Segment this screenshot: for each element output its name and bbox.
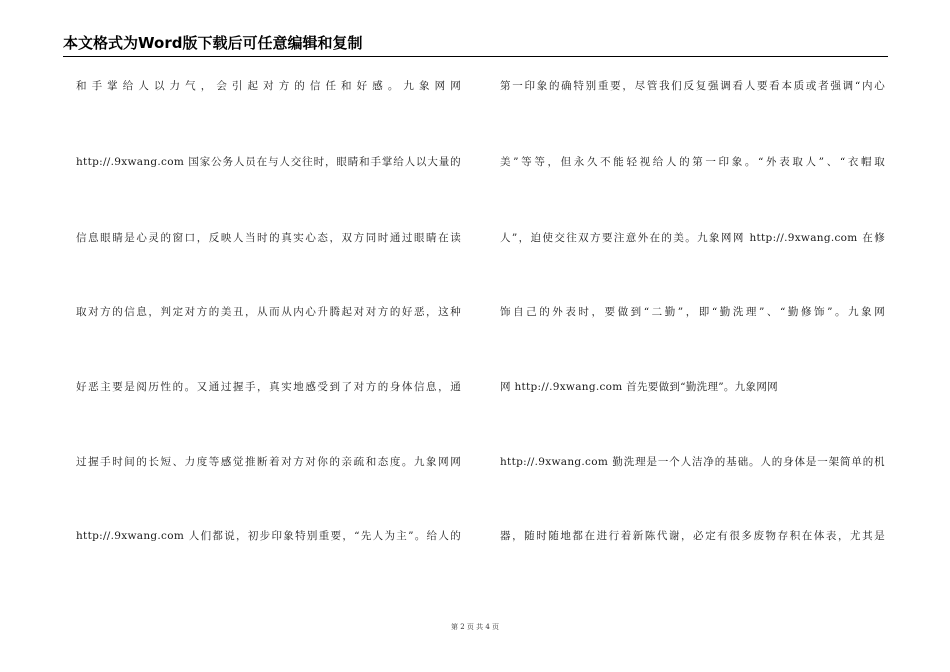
text-line: http://.9xwang.com 国家公务人员在与人交往时，眼睛和手掌给人以大量的 bbox=[76, 156, 461, 168]
text-line: http://.9xwang.com 勤洗理是一个人洁净的基础。人的身体是一架简单的机 bbox=[500, 456, 885, 468]
text-line: 好恶主要是阅历性的。又通过握手，真实地感受到了对方的身体信息，通 bbox=[76, 381, 461, 393]
text-line: 美”等等，但永久不能轻视给人的第一印象。“外表取人”、“衣帽取 bbox=[500, 156, 885, 168]
left-column bbox=[76, 0, 461, 560]
text-line: 人”，迫使交往双方要注意外在的美。九象网网 http://.9xwang.com 在修 bbox=[500, 232, 885, 244]
text-line: 过握手时间的长短、力度等感觉推断着对方对你的亲疏和态度。九象网网 bbox=[76, 456, 461, 468]
text-line: http://.9xwang.com 人们都说，初步印象特别重要，“先人为主”。给人的 bbox=[76, 530, 461, 542]
header-title: 本文格式为Word版下载后可任意编辑和复制 bbox=[63, 34, 363, 52]
text-line: 取对方的信息，判定对方的美丑，从而从内心升腾起对对方的好恶，这种 bbox=[76, 306, 461, 318]
text-line: 饰自己的外表时，要做到“二勤”，即“勤洗理”、“勤修饰”。九象网 bbox=[500, 306, 885, 318]
right-column bbox=[500, 0, 885, 560]
text-line: 第一印象的确特别重要，尽管我们反复强调看人要看本质或者强调“内心 bbox=[500, 80, 885, 92]
page-number: 第 2 页 共 4 页 bbox=[450, 623, 500, 631]
text-line: 网 http://.9xwang.com 首先要做到“勤洗理”。九象网网 bbox=[500, 381, 778, 393]
text-line: 器，随时随地都在进行着新陈代谢，必定有很多废物存积在体表，尤其是 bbox=[500, 530, 885, 542]
text-line: 信息眼睛是心灵的窗口，反映人当时的真实心态，双方同时通过眼睛在读 bbox=[76, 232, 461, 244]
text-line: 和手掌给人以力气，会引起对方的信任和好感。九象网网 bbox=[76, 80, 461, 92]
